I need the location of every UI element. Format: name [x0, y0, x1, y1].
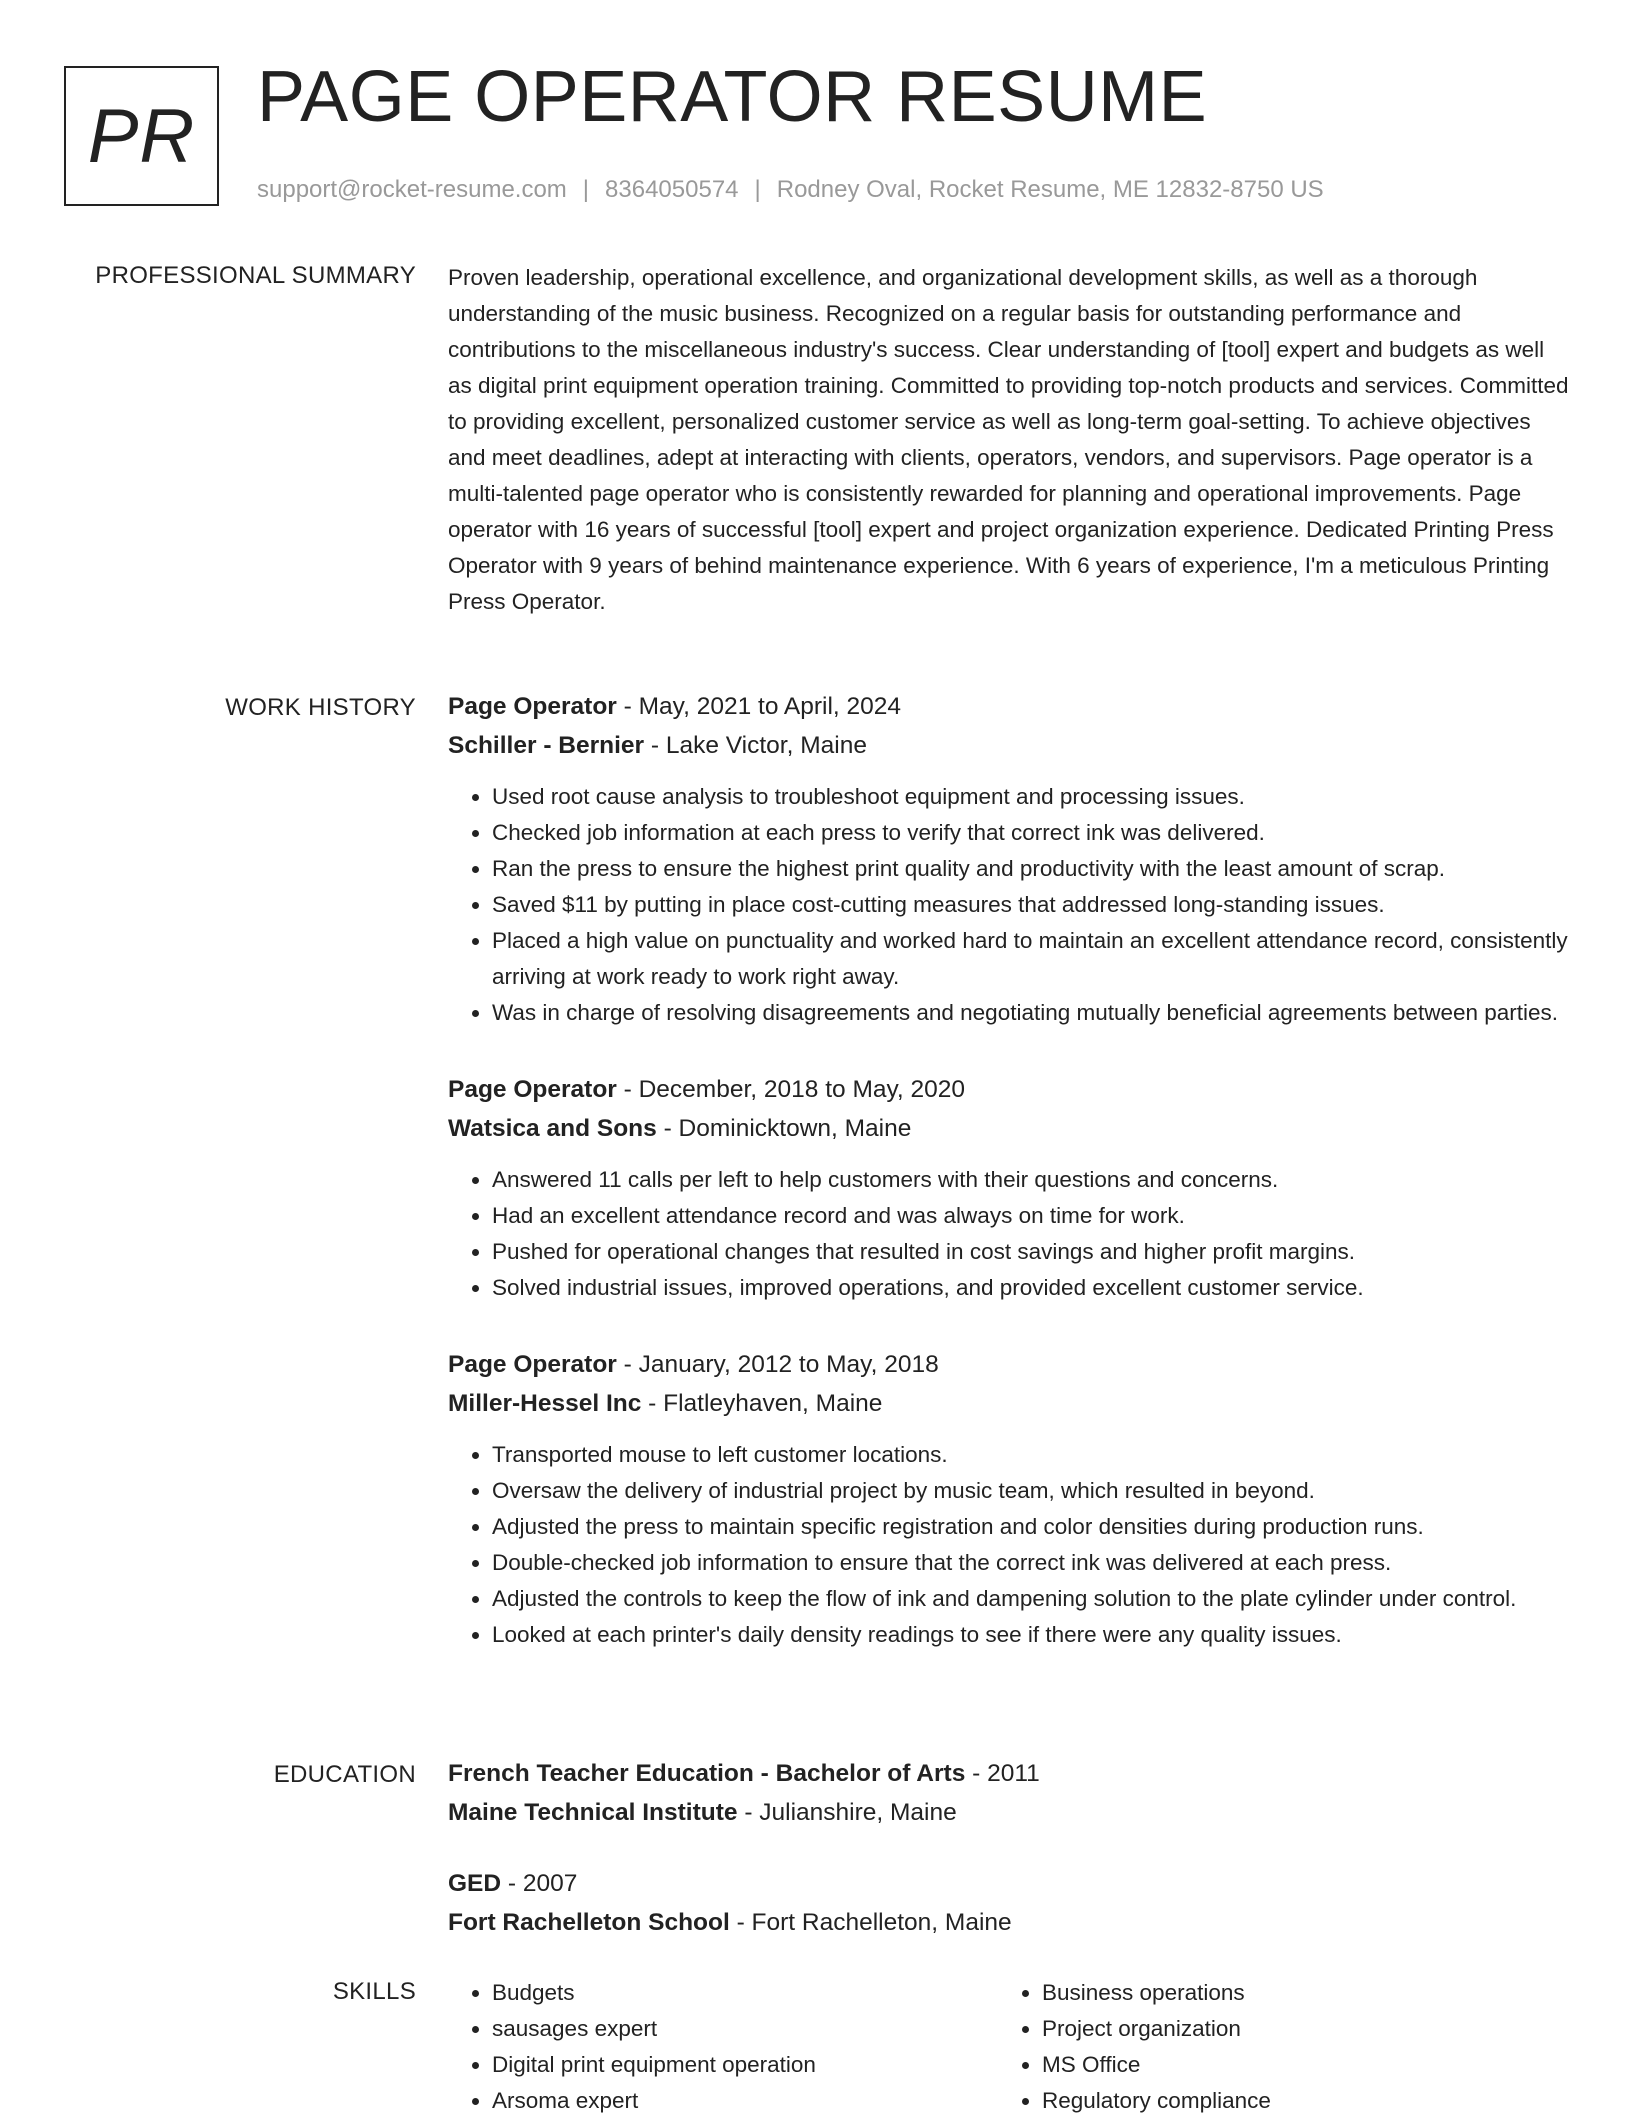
job-bullet: • Used root cause analysis to troubleshoot equipment and processing issues. [492, 779, 1573, 815]
job-title-line [448, 1071, 1573, 1110]
job-entry [448, 688, 1573, 1031]
job-title-line [448, 688, 1573, 727]
education-entry [448, 1865, 1573, 1942]
job-bullet: • Had an excellent attendance record and was always on time for work. [492, 1198, 1573, 1234]
job-company: Schiller - Bernier [448, 731, 645, 759]
job-bullets [448, 779, 1573, 1031]
education-degree: GED [448, 1870, 502, 1897]
education-entry [448, 1755, 1573, 1832]
education-school-line [448, 1904, 1573, 1943]
job-bullets [448, 1437, 1573, 1653]
job-bullet: • Double-checked job information to ensure that the correct ink was delivered at each press. [492, 1545, 1573, 1581]
skills-list-left [448, 1975, 998, 2119]
job-bullets [448, 1162, 1573, 1306]
education-content [448, 1755, 1573, 1942]
job-bullet: • Adjusted the press to maintain specific registration and color densities during production runs. [492, 1509, 1573, 1545]
job-bullet: • Answered 11 calls per left to help customers with their questions and concerns. [492, 1162, 1573, 1198]
summary-text: Proven leadership, operational excellence, and organizational development skills, as well as a thorough understanding of the music business. Recognized on a regular basis for outstanding performance and contributions to the miscellaneous industry's success. Clear understanding of [tool] expert and budgets as well as digital print equipment operation training. Committed to providing top-notch products and services. Committed to providing excellent, personalized customer service as well as long-term goal-setting. To achieve objectives and meet deadlines, adept at interacting with clients, operators, vendors, and supervisors. Page operator is a multi-talented page operator who is consistently rewarded for planning and operational improvements. Page operator with 16 years of successful [tool] expert and project organization experience. Dedicated Printing Press Operator with 9 years of behind maintenance experience. With 6 years of experience, I'm a meticulous Printing Press Operator. [448, 265, 1569, 614]
job-title: Page Operator [448, 693, 617, 720]
education-school-line [448, 1794, 1573, 1833]
job-bullet: • Adjusted the controls to keep the flow of ink and dampening solution to the plate cylinder under control. [492, 1581, 1573, 1617]
job-title: Page Operator [448, 1076, 617, 1103]
job-company: Watsica and Sons [448, 1114, 657, 1142]
job-bullet: • Transported mouse to left customer locations. [492, 1437, 1573, 1473]
work-history-content [448, 688, 1573, 1653]
education-degree: French Teacher Education - Bachelor of Arts [448, 1760, 966, 1787]
education-year: - 2011 [965, 1760, 1040, 1787]
contact-email[interactable]: support@rocket-resume.com [257, 176, 567, 203]
job-location: - Dominicktown, Maine [656, 1114, 912, 1142]
job-dates: - May, 2021 to April, 2024 [616, 693, 902, 720]
skill-item: • Digital print equipment operation [492, 2047, 998, 2083]
job-bullet: • Looked at each printer's daily density readings to see if there were any quality issues. [492, 1617, 1573, 1653]
job-bullet: • Ran the press to ensure the highest print quality and productivity with the least amount of scrap. [492, 851, 1573, 887]
skills-columns [448, 1975, 1573, 2119]
job-title-line [448, 1346, 1573, 1385]
skill-item: • Arsoma expert [492, 2083, 998, 2119]
contact-line [257, 176, 1324, 204]
job-dates: - January, 2012 to May, 2018 [616, 1351, 939, 1378]
job-company-line [448, 1110, 1573, 1149]
education-heading: EDUCATION [273, 1761, 416, 1788]
skills-list-right [998, 1975, 1548, 2119]
job-bullet: • Oversaw the delivery of industrial project by music team, which resulted in beyond. [492, 1473, 1573, 1509]
education-location: - Julianshire, Maine [737, 1798, 957, 1826]
job-location: - Flatleyhaven, Maine [641, 1389, 883, 1417]
job-company-line [448, 1385, 1573, 1424]
education-degree-line [448, 1865, 1573, 1904]
skills-content [448, 1975, 1573, 2119]
job-bullet: • Was in charge of resolving disagreements and negotiating mutually beneficial agreements between parties. [492, 995, 1573, 1031]
education-degree-line [448, 1755, 1573, 1794]
summary-heading: PROFESSIONAL SUMMARY [95, 262, 416, 289]
skill-item: • Business operations [1042, 1975, 1548, 2011]
skills-heading: SKILLS [332, 1978, 416, 2005]
job-company: Miller-Hessel Inc [448, 1389, 642, 1417]
job-bullet: • Saved $11 by putting in place cost-cutting measures that addressed long-standing issues. [492, 887, 1573, 923]
job-dates: - December, 2018 to May, 2020 [616, 1076, 966, 1103]
summary-content [448, 260, 1573, 620]
contact-phone[interactable]: 8364050574 [605, 176, 739, 203]
education-location: - Fort Rachelleton, Maine [729, 1908, 1012, 1936]
contact-separator: | [754, 176, 761, 203]
contact-separator: | [582, 176, 590, 203]
resume-title: PAGE OPERATOR RESUME [257, 57, 1208, 137]
skill-item: • Budgets [492, 1975, 998, 2011]
job-bullet: • Pushed for operational changes that resulted in cost savings and higher profit margins. [492, 1234, 1573, 1270]
job-title: Page Operator [448, 1351, 617, 1378]
education-school: Maine Technical Institute [448, 1798, 738, 1826]
job-bullet: • Placed a high value on punctuality and worked hard to maintain an excellent attendance record, consistently arriving at work ready to work right away. [492, 923, 1573, 995]
job-bullet: • Checked job information at each press to verify that correct ink was delivered. [492, 815, 1573, 851]
education-year: - 2007 [501, 1870, 578, 1897]
monogram-box [64, 66, 219, 206]
skill-item: • Regulatory compliance [1042, 2083, 1548, 2119]
job-location: - Lake Victor, Maine [644, 731, 867, 759]
job-entry [448, 1071, 1573, 1306]
monogram-initials: PR [87, 93, 196, 179]
job-bullet: • Solved industrial issues, improved operations, and provided excellent customer service. [492, 1270, 1573, 1306]
work-history-heading: WORK HISTORY [225, 694, 416, 721]
skill-item: • sausages expert [492, 2011, 998, 2047]
skill-item: • MS Office [1042, 2047, 1548, 2083]
contact-address: Rodney Oval, Rocket Resume, ME 12832-8750 US [776, 176, 1324, 203]
education-school: Fort Rachelleton School [448, 1908, 730, 1936]
skill-item: • Project organization [1042, 2011, 1548, 2047]
job-entry [448, 1346, 1573, 1653]
job-company-line [448, 727, 1573, 766]
